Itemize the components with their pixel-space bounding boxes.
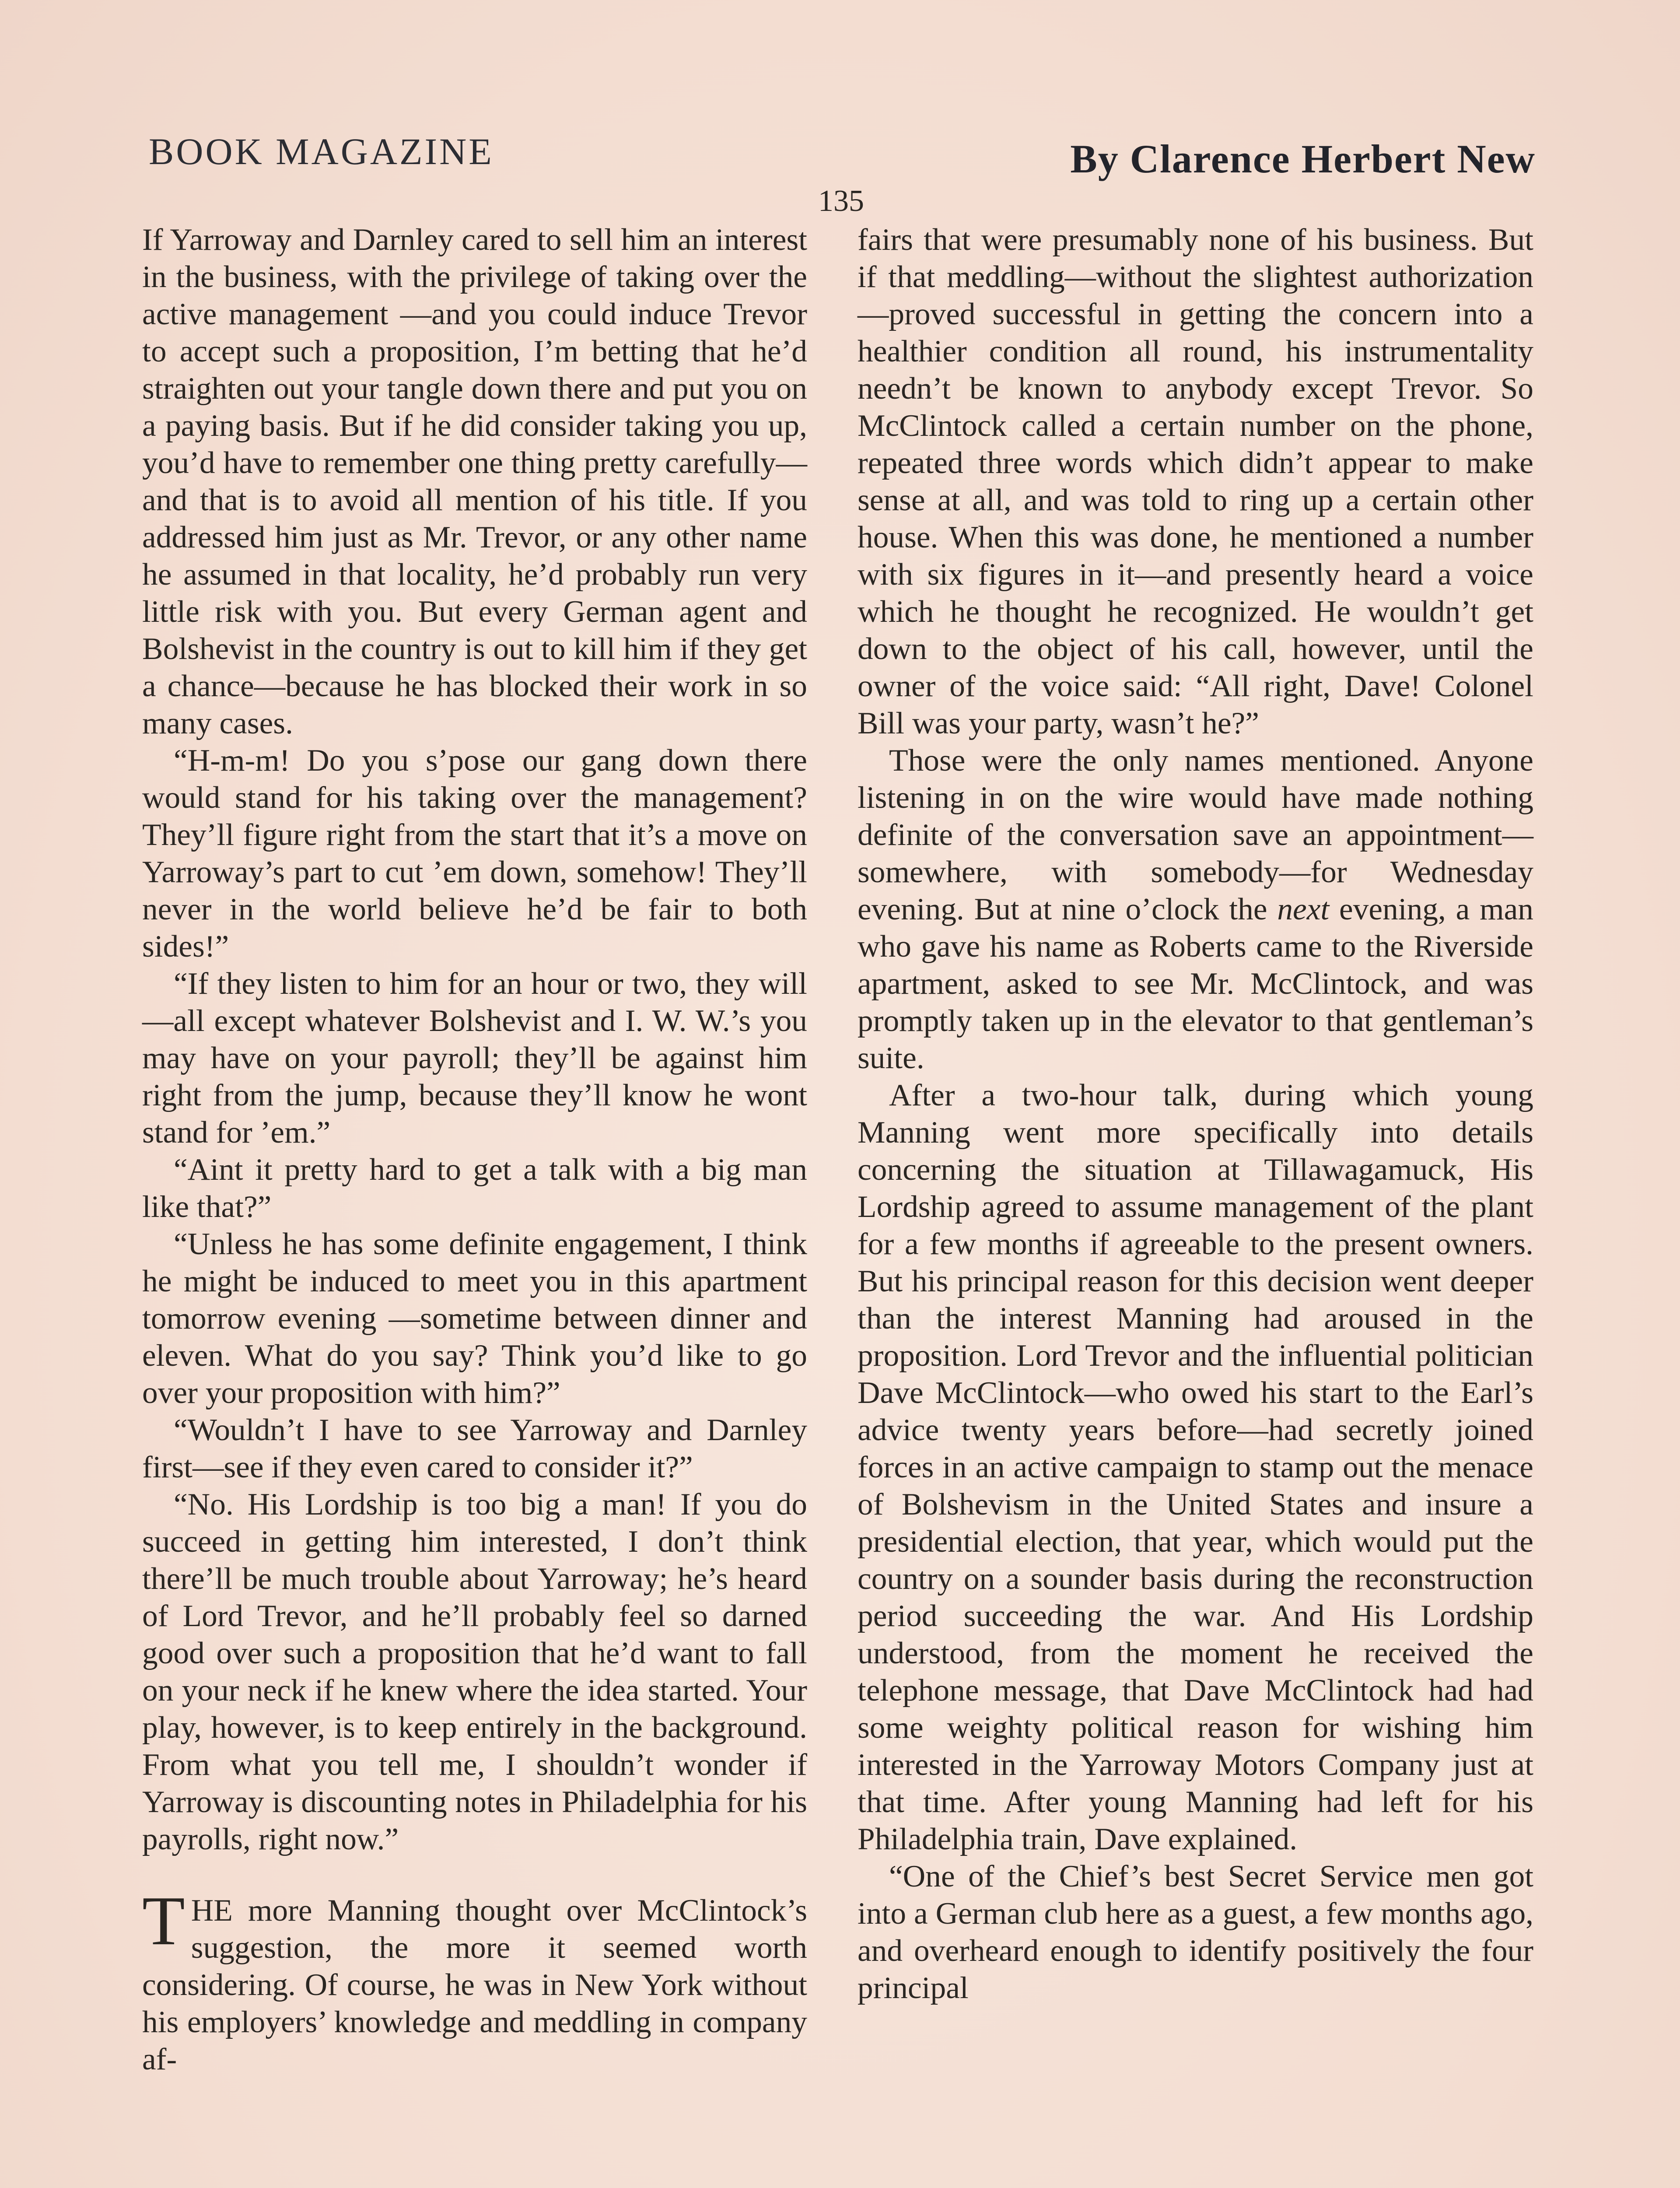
- emphasis-text: next: [1277, 892, 1330, 926]
- left-column: [142, 221, 807, 2078]
- paragraph: If Yarroway and Darnley cared to sell him an interest in the business, with the privilege of taking over the active management —and you could induce Trevor to accept such a proposition, I’m betting that he’d straighten out your tangle down there and put you on a paying basis. But if he did consider taking you up, you’d have to remember one thing pretty carefully—and that is to avoid all mention of his title. If you addressed him just as Mr. Trevor, or any other name he assumed in that locality, he’d probably run very little risk with you. But every German agent and Bolshevist in the country is out to kill him if they get a chance—because he has blocked their work in so many cases.: [142, 222, 807, 740]
- paragraph: “Unless he has some definite engagement, I think he might be induced to meet you in this apartment tomorrow evening —sometime between dinner and eleven. What do you say? Think you’d like to go over your proposition with him?”: [142, 1227, 807, 1410]
- paragraph: Those were the only names mentioned. Anyone listening in on the wire would have made nothing definite of the conversation save an appointment—somewhere, with somebody—for Wednesday evening. But at nine o’clock the next evening, a man who gave his name as Roberts came to the Riverside apartment, asked to see Mr. McClintock, and was promptly taken up in the elevator to that gentleman’s suite.: [858, 743, 1533, 1075]
- section-opening-text: HE more Manning thought over McClintock’s suggestion, the more it seemed worth considering. Of course, he was in New York without his employers’ knowledge and meddling in company af-: [142, 1893, 807, 2076]
- right-column: [858, 221, 1533, 2006]
- drop-cap: T: [142, 1882, 185, 1960]
- paragraph: “If they listen to him for an hour or two, they will—all except whatever Bolshevist and I. W. W.’s you may have on your payroll; they’ll be against him right from the jump, because they’ll know he wont stand for ’em.”: [142, 966, 807, 1150]
- paragraph: “H-m-m! Do you s’pose our gang down there would stand for his taking over the management? They’ll figure right from the start that it’s a move on Yarroway’s part to cut ’em down, somehow! They’ll never in the world believe he’d be fair to both sides!”: [142, 743, 807, 964]
- page-number: 135: [818, 184, 864, 218]
- paragraph: “One of the Chief’s best Secret Service men got into a German club here as a guest, a few months ago, and overheard enough to identify positively the four principal: [858, 1859, 1533, 2005]
- paragraph: After a two-hour talk, during which young Manning went more specifically into details concerning the situation at Tillawagamuck, His Lordship agreed to assume management of the plant for a few months if agreeable to the present owners. But his principal reason for this decision went deeper than the interest Manning had aroused in the proposition. Lord Trevor and the influential politician Dave McClintock—who owed his start to the Earl’s advice twenty years before—had secretly joined forces in an active campaign to stamp out the menace of Bolshevism in the United States and insure a presidential election, that year, which would put the country on a sounder basis during the reconstruction period succeeding the war. And His Lordship understood, from the moment he received the telephone message, that Dave McClintock had had some weighty political reason for wishing him interested in the Yarroway Motors Company just at that time. After young Manning had left for his Philadelphia train, Dave explained.: [858, 1078, 1533, 1856]
- magazine-title: BOOK MAGAZINE: [149, 130, 494, 172]
- paragraph: “Wouldn’t I have to see Yarroway and Darnley first—see if they even cared to consider it?”: [142, 1413, 807, 1484]
- paragraph: “No. His Lordship is too big a man! If you do succeed in getting him interested, I don’t think there’ll be much trouble about Yarroway; he’s heard of Lord Trevor, and he’ll probably feel so darned good over such a proposition that he’d want to fall on your neck if he knew where the idea started. Your play, however, is to keep entirely in the background. From what you tell me, I shouldn’t wonder if Yarroway is discounting notes in Philadelphia for his payrolls, right now.”: [142, 1487, 807, 1856]
- section-opening-paragraph: [142, 1882, 807, 2078]
- paragraph: “Aint it pretty hard to get a talk with a big man like that?”: [142, 1152, 807, 1224]
- paragraph: fairs that were presumably none of his business. But if that meddling—without the slightest authorization—proved successful in getting the concern into a healthier condition all round, his instrumentality needn’t be known to anybody except Trevor. So McClintock called a certain number on the phone, repeated three words which didn’t appear to make sense at all, and was told to ring up a certain other house. When this was done, he mentioned a number with six figures in it—and presently heard a voice which he thought he recognized. He wouldn’t get down to the object of his call, however, until the owner of the voice said: “All right, Dave! Colonel Bill was your party, wasn’t he?”: [858, 222, 1533, 740]
- author-byline: By Clarence Herbert New: [1070, 137, 1536, 181]
